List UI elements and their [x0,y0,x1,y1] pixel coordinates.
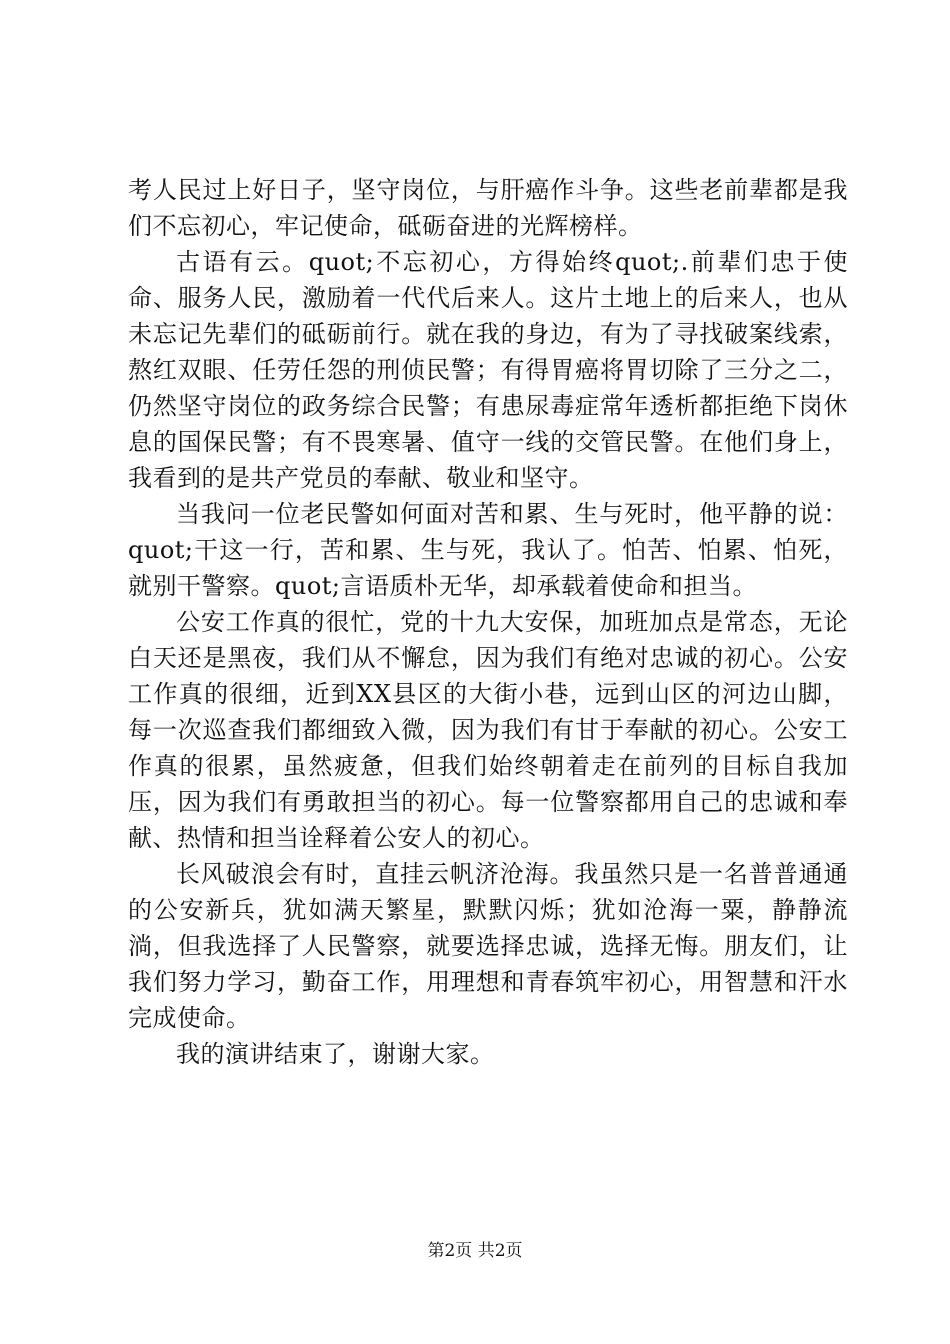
document-body [128,172,848,1072]
paragraph: 长风破浪会有时，直挂云帆济沧海。我虽然只是一名普普通通的公安新兵，犹如满天繁星，默默闪烁；犹如沧海一粟，静静流淌，但我选择了人民警察，就要选择忠诚，选择无悔。朋友们，让我们努力学习，勤奋工作，用理想和青春筑牢初心，用智慧和汗水完成使命。 [128,860,848,1032]
paragraph: 考人民过上好日子，坚守岗位，与肝癌作斗争。这些老前辈都是我们不忘初心，牢记使命，砥砺奋进的光辉榜样。 [128,176,848,240]
paragraph: 公安工作真的很忙，党的十九大安保，加班加点是常态，无论白天还是黑夜，我们从不懈怠，因为我们有绝对忠诚的初心。公安工作真的很细，近到XX县区的大街小巷，远到山区的河边山脚，每一次巡查我们都细致入微，因为我们有甘于奉献的初心。公安工作真的很累，虽然疲惫，但我们始终朝着走在前列的目标自我加压，因为我们有勇敢担当的初心。每一位警察都用自己的忠诚和奉献、热情和担当诠释着公安人的初心。 [128,608,848,852]
paragraph: 我的演讲结束了，谢谢大家。 [176,1040,495,1068]
paragraph: 当我问一位老民警如何面对苦和累、生与死时，他平静的说：quot;干这一行，苦和累、生与死，我认了。怕苦、怕累、怕死，就别干警察。quot;言语质朴无华，却承载着使命和担当。 [128,500,848,600]
paragraph: 古语有云。quot;不忘初心，方得始终quot;.前辈们忠于使命、服务人民，激励着一代代后来人。这片土地上的后来人，也从未忘记先辈们的砥砺前行。就在我的身边，有为了寻找破案线索，熬红双眼、任劳任怨的刑侦民警；有得胃癌将胃切除了三分之二，仍然坚守岗位的政务综合民警；有患尿毒症常年透析都拒绝下岗休息的国保民警；有不畏寒暑、值守一线的交管民警。在他们身上，我看到的是共产党员的奉献、敬业和坚守。 [128,248,848,492]
page-footer [0,1240,950,1262]
page-number-label: 第2页 共2页 [427,1241,523,1261]
